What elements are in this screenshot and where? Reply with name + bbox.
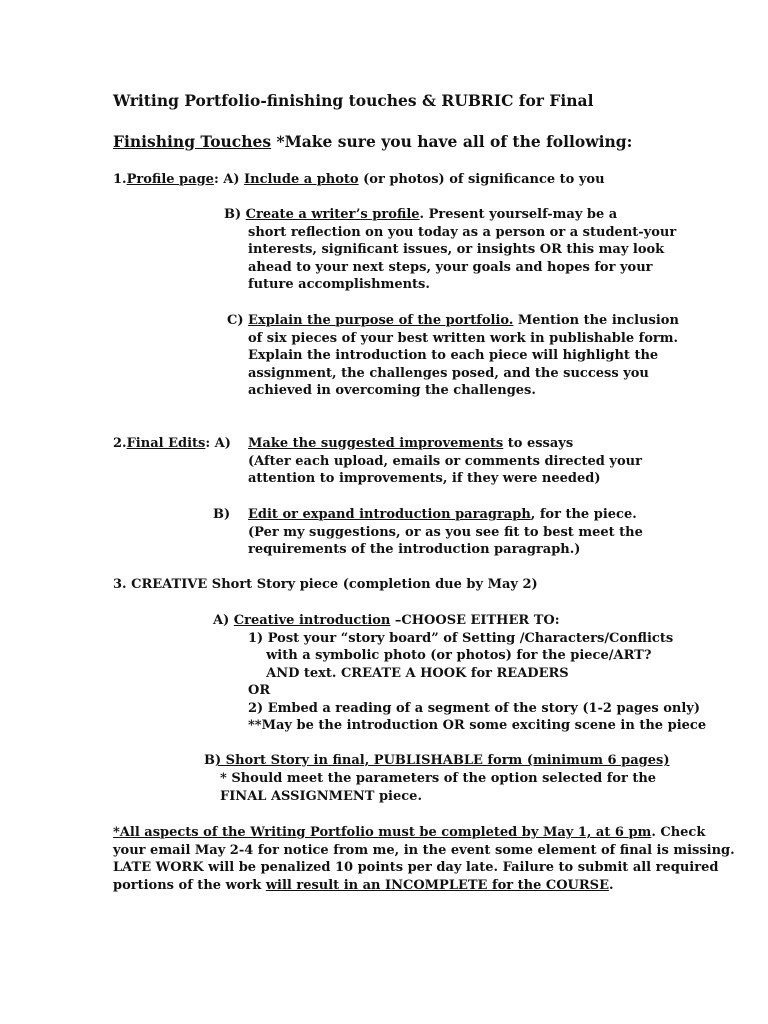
deadline-note-rest: . Check — [651, 825, 706, 840]
item-1a-rest: (or photos) of significance to you — [358, 172, 605, 187]
deadline-note-post: . — [608, 877, 614, 893]
item-2-line — [113, 435, 231, 453]
item-2b-rest: , for the piece. — [530, 507, 637, 522]
item-1c-rest: Mention the inclusion — [513, 313, 679, 328]
item-1b-text: ahead to your next steps, your goals and hopes for your — [248, 259, 653, 275]
item-1-number: 1. — [113, 172, 127, 187]
item-3a-text: **May be the introduction OR some exciting scene in the piece — [248, 718, 707, 733]
item-1c-text: of six pieces of your best written work in publishable form. — [248, 330, 679, 346]
item-3a-line — [213, 612, 560, 630]
item-1b-text: interests, significant issues, or insights OR this may look — [248, 242, 665, 257]
item-2-number: 2. — [113, 436, 127, 451]
item-3b-text: * Should meet the parameters of the option selected for the — [220, 771, 657, 786]
item-1c-letter: C) — [227, 313, 249, 328]
section-heading — [113, 133, 632, 151]
item-1c-text: achieved in overcoming the challenges. — [248, 383, 536, 398]
item-1c-text: assignment, the challenges posed, and the success you — [248, 365, 649, 381]
item-2b-underlined: Edit or expand introduction paragraph — [248, 507, 531, 522]
item-1b-letter: B) — [224, 207, 246, 222]
section-heading-underlined: Finishing Touches — [113, 132, 272, 151]
item-2b-letter: B) — [213, 507, 231, 522]
item-2b-text: (Per my suggestions, or as you see fit to best meet the — [248, 524, 643, 540]
item-2a-text: attention to improvements, if they were needed) — [248, 471, 601, 486]
item-2-label: Final Edits — [126, 436, 206, 451]
item-2b-line — [248, 506, 637, 524]
section-heading-rest: *Make sure you have all of the following: — [271, 132, 633, 151]
item-2a-rest: to essays — [503, 436, 574, 451]
deadline-note-incomplete: will result in an INCOMPLETE for the COURSE — [265, 877, 609, 893]
item-1b-line — [224, 206, 617, 224]
item-2a-underlined: Make the suggested improvements — [248, 436, 504, 451]
deadline-note-pre: portions of the work — [113, 877, 266, 893]
item-1b-text: future accomplishments. — [248, 277, 430, 292]
deadline-note-line: your email May 2-4 for notice from me, in the event some element of final is missing. — [113, 842, 735, 858]
item-3b-underlined: ) Short Story in final, PUBLISHABLE form (minimum 6 pages) — [215, 753, 670, 768]
item-1a-underlined: Include a photo — [244, 172, 359, 187]
item-1b-rest: . Present yourself-may be a — [419, 207, 618, 222]
item-2a-text: (After each upload, emails or comments directed your — [248, 453, 642, 469]
item-3-heading: 3. CREATIVE Short Story piece (completion due by May 2) — [113, 577, 538, 592]
item-2-sep: : A) — [205, 436, 231, 451]
item-3a-text: OR — [248, 683, 271, 698]
item-3b-letter: B — [204, 753, 215, 768]
item-3b-line — [204, 752, 669, 770]
item-3a-text: 2) Embed a reading of a segment of the story (1-2 pages only) — [248, 700, 700, 716]
item-1-label: Profile page — [126, 172, 214, 187]
deadline-note-line: LATE WORK will be penalized 10 points per day late. Failure to submit all required — [113, 860, 719, 875]
item-2b-text: requirements of the introduction paragraph.) — [248, 542, 581, 557]
deadline-note-underlined: *All aspects of the Writing Portfolio must be completed by May 1, at 6 pm — [113, 825, 652, 840]
item-1c-line — [227, 312, 679, 330]
deadline-note-line — [113, 877, 614, 895]
item-1b-underlined: Create a writer’s profile — [245, 207, 420, 222]
item-3a-letter: A) — [213, 613, 234, 628]
item-3a-rest: –CHOOSE EITHER TO: — [390, 613, 560, 628]
item-1-sep: : A) — [213, 172, 245, 187]
item-1c-underlined: Explain the purpose of the portfolio. — [248, 313, 514, 328]
item-3a-text: with a symbolic photo (or photos) for the piece/ART? — [248, 648, 652, 663]
item-3a-underlined: Creative introduction — [233, 613, 391, 628]
item-1-line — [113, 171, 605, 189]
item-3a-text: 1) Post your “story board” of Setting /Characters/Conflicts — [248, 630, 674, 646]
item-1c-text: Explain the introduction to each piece will highlight the — [248, 348, 659, 363]
item-3b-text: FINAL ASSIGNMENT piece. — [220, 789, 422, 804]
item-2a-line — [248, 435, 573, 453]
item-3a-text: AND text. CREATE A HOOK for READERS — [248, 665, 569, 681]
document-title: Writing Portfolio-finishing touches & RUBRIC for Final — [113, 91, 594, 110]
item-1b-text: short reflection on you today as a person or a student-your — [248, 224, 677, 240]
deadline-note-line — [113, 824, 705, 842]
